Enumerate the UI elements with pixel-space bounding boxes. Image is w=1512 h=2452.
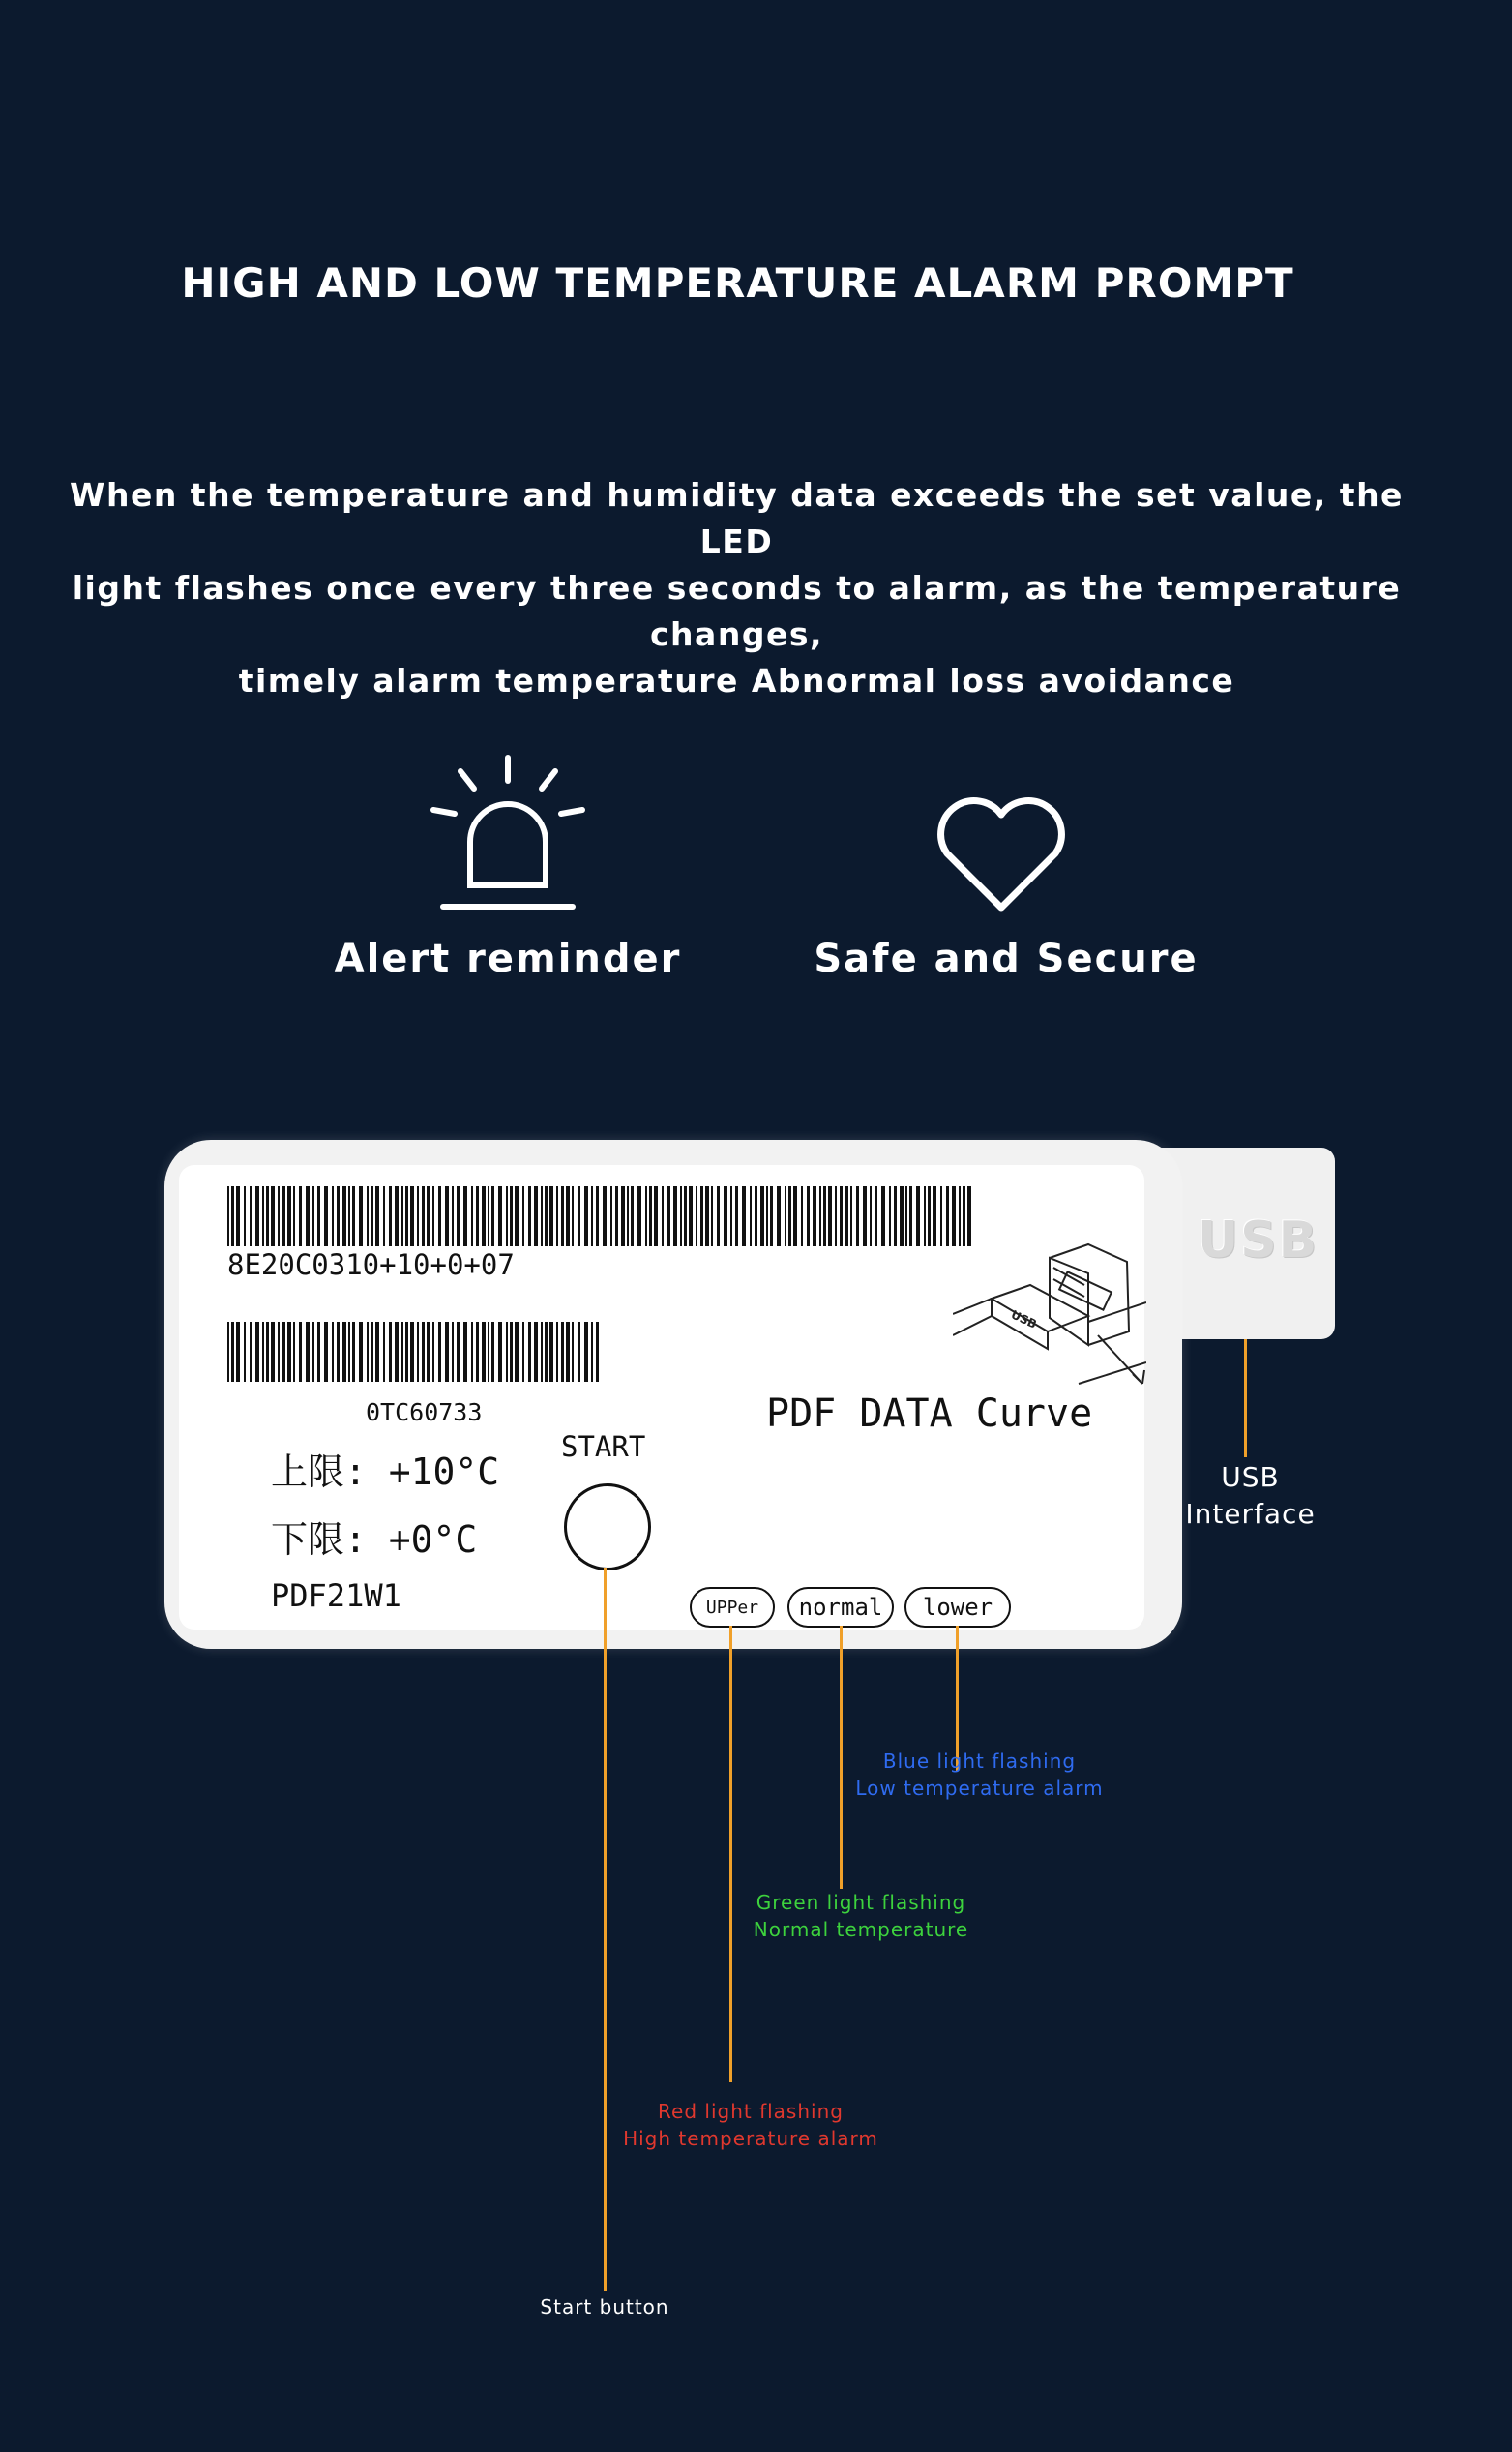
barcode-bar: [924, 1186, 926, 1246]
feature-label-alert: Alert reminder: [334, 937, 682, 981]
barcode-bar: [755, 1186, 757, 1246]
red-light-callout: [600, 2098, 902, 2152]
barcode-bar: [250, 1186, 252, 1246]
usb-interface-callout: [1151, 1459, 1349, 1533]
barcode-bar: [445, 1186, 449, 1246]
barcode-bar: [293, 1186, 295, 1246]
lower-limit-value: +0°C: [388, 1518, 478, 1561]
barcode-bar: [348, 1322, 350, 1382]
barcode-bar: [506, 1322, 508, 1382]
green-light-callout: [716, 1889, 1006, 1943]
barcode-bar: [332, 1186, 334, 1246]
barcode-bar: [457, 1186, 460, 1246]
barcode-bar: [359, 1186, 363, 1246]
barcode-bar: [845, 1186, 848, 1246]
barcode-bar: [282, 1322, 285, 1382]
barcode-bar: [850, 1186, 852, 1246]
barcode-bar: [324, 1186, 328, 1246]
barcode-bar: [967, 1186, 971, 1246]
barcode-bar: [881, 1186, 885, 1246]
barcode-bar: [566, 1186, 570, 1246]
barcode-bar: [615, 1186, 618, 1246]
barcode-bar: [603, 1186, 607, 1246]
barcode-bar: [578, 1186, 580, 1246]
barcode-bar: [488, 1186, 489, 1246]
barcode-bar: [856, 1186, 859, 1246]
barcode-bar: [680, 1186, 682, 1246]
barcode-bar: [909, 1186, 912, 1246]
page-title: HIGH AND LOW TEMPERATURE ALARM PROMPT: [181, 259, 1294, 307]
usb-callout-line2: Interface: [1185, 1498, 1316, 1530]
barcode-bar: [299, 1186, 302, 1246]
barcode-bar: [596, 1186, 599, 1246]
blue-callout-line1: Blue light flashing: [882, 1749, 1077, 1773]
barcode-bar: [711, 1186, 713, 1246]
barcode-bar: [556, 1186, 558, 1246]
barcode-1: [227, 1186, 974, 1246]
barcode-bar: [476, 1322, 479, 1382]
barcode-bar: [317, 1322, 320, 1382]
barcode-bar: [823, 1186, 826, 1246]
upper-limit-label: 上限:: [271, 1450, 367, 1493]
barcode-2: [227, 1322, 603, 1382]
barcode-bar: [422, 1322, 425, 1382]
barcode-bar: [900, 1186, 904, 1246]
barcode-bar: [717, 1186, 720, 1246]
barcode-bar: [324, 1322, 328, 1382]
barcode-bar: [348, 1186, 350, 1246]
barcode-bar: [371, 1322, 373, 1382]
barcode-bar: [498, 1322, 502, 1382]
barcode-bar: [271, 1186, 275, 1246]
upper-limit-value: +10°C: [388, 1450, 500, 1493]
description: [58, 472, 1415, 704]
barcode-bar: [266, 1186, 269, 1246]
barcode-bar: [561, 1186, 564, 1246]
barcode-bar: [963, 1186, 965, 1246]
barcode-bar: [255, 1322, 259, 1382]
barcode-bar: [312, 1322, 314, 1382]
barcode-bar: [410, 1322, 414, 1382]
barcode-bar: [282, 1186, 285, 1246]
barcode-bar: [389, 1186, 392, 1246]
red-callout-line1: Red light flashing: [658, 2100, 844, 2123]
barcode-bar: [591, 1186, 593, 1246]
barcode-bar: [389, 1322, 392, 1382]
barcode-bar: [312, 1186, 314, 1246]
barcode-bar: [621, 1186, 625, 1246]
barcode-bar: [383, 1186, 385, 1246]
barcode-bar: [545, 1186, 548, 1246]
barcode-bar: [371, 1186, 373, 1246]
barcode-bar: [735, 1186, 738, 1246]
blue-callout-line2: Low temperature alarm: [855, 1777, 1104, 1800]
start-label: START: [561, 1430, 646, 1463]
barcode-bar: [476, 1186, 479, 1246]
barcode-bar: [952, 1186, 956, 1246]
barcode-bar: [471, 1322, 473, 1382]
barcode-1-text: 8E20C0310+10+0+07: [227, 1248, 515, 1281]
barcode-bar: [946, 1186, 949, 1246]
barcode-bar: [452, 1186, 454, 1246]
barcode-bar: [375, 1322, 379, 1382]
barcode-bar: [627, 1186, 629, 1246]
barcode-2-text: 0TC60733: [366, 1398, 483, 1426]
barcode-bar: [417, 1322, 419, 1382]
barcode-bar: [916, 1186, 920, 1246]
barcode-bar: [566, 1322, 570, 1382]
usb-callout-line1: USB: [1221, 1461, 1280, 1493]
description-line: timely alarm temperature Abnormal loss avoidance: [238, 662, 1235, 700]
barcode-bar: [777, 1186, 781, 1246]
barcode-bar: [231, 1322, 234, 1382]
barcode-bar: [244, 1186, 246, 1246]
barcode-bar: [730, 1186, 732, 1246]
barcode-bar: [342, 1186, 346, 1246]
model-number: PDF21W1: [271, 1577, 401, 1614]
barcode-bar: [250, 1322, 252, 1382]
barcode-bar: [438, 1322, 441, 1382]
barcode-bar: [541, 1322, 543, 1382]
barcode-bar: [813, 1186, 816, 1246]
barcode-bar: [515, 1186, 519, 1246]
barcode-bar: [828, 1186, 832, 1246]
barcode-bar: [673, 1186, 677, 1246]
barcode-bar: [662, 1186, 664, 1246]
barcode-bar: [231, 1186, 234, 1246]
barcode-bar: [724, 1186, 727, 1246]
barcode-bar: [631, 1186, 634, 1246]
barcode-bar: [271, 1322, 275, 1382]
barcode-bar: [689, 1186, 693, 1246]
usb-plug-illustration: [953, 1239, 1146, 1403]
barcode-bar: [522, 1322, 524, 1382]
barcode-bar: [528, 1322, 531, 1382]
usb-callout-line: [1244, 1339, 1247, 1457]
barcode-bar: [422, 1186, 425, 1246]
start-callout-line: [604, 1568, 607, 2291]
barcode-bar: [572, 1322, 574, 1382]
barcode-bar: [352, 1186, 355, 1246]
barcode-bar: [405, 1322, 408, 1382]
barcode-bar: [940, 1186, 942, 1246]
barcode-bar: [463, 1322, 467, 1382]
barcode-bar: [306, 1186, 310, 1246]
barcode-bar: [750, 1186, 752, 1246]
barcode-bar: [482, 1322, 486, 1382]
barcode-bar: [482, 1186, 486, 1246]
led-normal: normal: [787, 1587, 894, 1628]
barcode-bar: [278, 1186, 280, 1246]
barcode-bar: [278, 1322, 280, 1382]
red-callout-line: [729, 1626, 732, 2082]
description-line: light flashes once every three seconds to alarm, as the temperature changes,: [72, 569, 1402, 653]
barcode-bar: [262, 1186, 264, 1246]
barcode-bar: [863, 1186, 867, 1246]
barcode-bar: [432, 1186, 434, 1246]
barcode-bar: [785, 1186, 786, 1246]
barcode-bar: [410, 1186, 414, 1246]
barcode-bar: [227, 1186, 229, 1246]
barcode-bar: [801, 1186, 803, 1246]
barcode-bar: [645, 1186, 647, 1246]
barcode-bar: [840, 1186, 843, 1246]
feature-label-safe: Safe and Secure: [814, 937, 1199, 981]
barcode-bar: [522, 1186, 524, 1246]
barcode-bar: [395, 1322, 399, 1382]
barcode-bar: [367, 1186, 369, 1246]
lower-limit-label: 下限:: [271, 1518, 367, 1561]
barcode-bar: [506, 1186, 508, 1246]
barcode-bar: [770, 1186, 773, 1246]
barcode-bar: [654, 1186, 658, 1246]
barcode-bar: [266, 1322, 269, 1382]
barcode-bar: [596, 1322, 599, 1382]
green-callout-line1: Green light flashing: [756, 1891, 966, 1914]
barcode-bar: [262, 1322, 264, 1382]
start-button-callout: Start button: [540, 2295, 669, 2318]
barcode-bar: [870, 1186, 872, 1246]
barcode-bar: [696, 1186, 697, 1246]
barcode-bar: [306, 1322, 310, 1382]
upper-limit: [271, 1442, 499, 1495]
barcode-bar: [293, 1322, 295, 1382]
barcode-bar: [793, 1186, 797, 1246]
barcode-bar: [317, 1186, 320, 1246]
barcode-bar: [766, 1186, 768, 1246]
barcode-bar: [875, 1186, 877, 1246]
barcode-bar: [445, 1322, 449, 1382]
barcode-bar: [528, 1186, 531, 1246]
barcode-bar: [367, 1322, 369, 1382]
barcode-bar: [700, 1186, 703, 1246]
barcode-bar: [510, 1322, 513, 1382]
barcode-bar: [498, 1186, 502, 1246]
barcode-bar: [359, 1322, 363, 1382]
barcode-bar: [534, 1186, 538, 1246]
barcode-bar: [287, 1186, 291, 1246]
barcode-bar: [287, 1322, 291, 1382]
barcode-bar: [515, 1322, 519, 1382]
barcode-bar: [227, 1322, 229, 1382]
barcode-bar: [742, 1186, 746, 1246]
start-button[interactable]: [564, 1483, 651, 1570]
barcode-bar: [959, 1186, 961, 1246]
barcode-bar: [405, 1186, 408, 1246]
barcode-bar: [352, 1322, 355, 1382]
barcode-bar: [928, 1186, 931, 1246]
barcode-bar: [427, 1322, 430, 1382]
barcode-bar: [457, 1322, 460, 1382]
barcode-bar: [427, 1186, 430, 1246]
red-callout-line2: High temperature alarm: [623, 2127, 878, 2150]
barcode-bar: [342, 1322, 346, 1382]
barcode-bar: [452, 1322, 454, 1382]
barcode-bar: [491, 1322, 494, 1382]
barcode-bar: [760, 1186, 764, 1246]
barcode-bar: [534, 1322, 538, 1382]
barcode-bar: [684, 1186, 687, 1246]
barcode-bar: [549, 1322, 553, 1382]
barcode-bar: [299, 1322, 302, 1382]
barcode-bar: [933, 1186, 936, 1246]
barcode-bar: [572, 1186, 574, 1246]
barcode-bar: [545, 1322, 548, 1382]
barcode-bar: [432, 1322, 434, 1382]
barcode-bar: [337, 1186, 340, 1246]
barcode-bar: [383, 1322, 385, 1382]
blue-light-callout: [832, 1748, 1127, 1802]
usb-plug-text: USB: [1008, 1307, 1039, 1331]
barcode-bar: [244, 1322, 246, 1382]
description-line: When the temperature and humidity data exceeds the set value, the LED: [70, 476, 1404, 560]
barcode-bar: [401, 1186, 403, 1246]
barcode-bar: [417, 1186, 419, 1246]
barcode-bar: [549, 1186, 553, 1246]
usb-tab-text: USB: [1198, 1211, 1319, 1270]
barcode-bar: [835, 1186, 837, 1246]
barcode-bar: [332, 1322, 334, 1382]
lower-limit: [271, 1510, 477, 1563]
barcode-bar: [236, 1322, 240, 1382]
barcode-bar: [591, 1322, 593, 1382]
barcode-bar: [556, 1322, 558, 1382]
led-upper: UPPer: [690, 1587, 775, 1628]
barcode-bar: [807, 1186, 810, 1246]
led-lower: lower: [904, 1587, 1011, 1628]
barcode-bar: [375, 1186, 379, 1246]
green-callout-line2: Normal temperature: [753, 1918, 969, 1941]
barcode-bar: [463, 1186, 467, 1246]
barcode-bar: [491, 1186, 494, 1246]
barcode-bar: [584, 1322, 588, 1382]
pdf-data-curve-label: PDF DATA Curve: [766, 1391, 1093, 1436]
barcode-bar: [401, 1322, 403, 1382]
barcode-bar: [236, 1186, 240, 1246]
barcode-bar: [819, 1186, 821, 1246]
barcode-bar: [471, 1186, 473, 1246]
barcode-bar: [510, 1186, 513, 1246]
barcode-bar: [889, 1186, 891, 1246]
barcode-bar: [788, 1186, 791, 1246]
barcode-bar: [637, 1186, 641, 1246]
barcode-bar: [649, 1186, 652, 1246]
barcode-bar: [667, 1186, 670, 1246]
barcode-bar: [894, 1186, 897, 1246]
barcode-bar: [561, 1322, 564, 1382]
barcode-bar: [488, 1322, 489, 1382]
barcode-bar: [255, 1186, 259, 1246]
barcode-bar: [337, 1322, 340, 1382]
heart-icon: [934, 793, 1069, 919]
barcode-bar: [438, 1186, 441, 1246]
barcode-bar: [584, 1186, 588, 1246]
barcode-bar: [541, 1186, 543, 1246]
barcode-bar: [610, 1186, 612, 1246]
alarm-light-icon: [416, 750, 600, 919]
barcode-bar: [395, 1186, 399, 1246]
barcode-bar: [905, 1186, 907, 1246]
barcode-bar: [705, 1186, 709, 1246]
barcode-bar: [578, 1322, 580, 1382]
